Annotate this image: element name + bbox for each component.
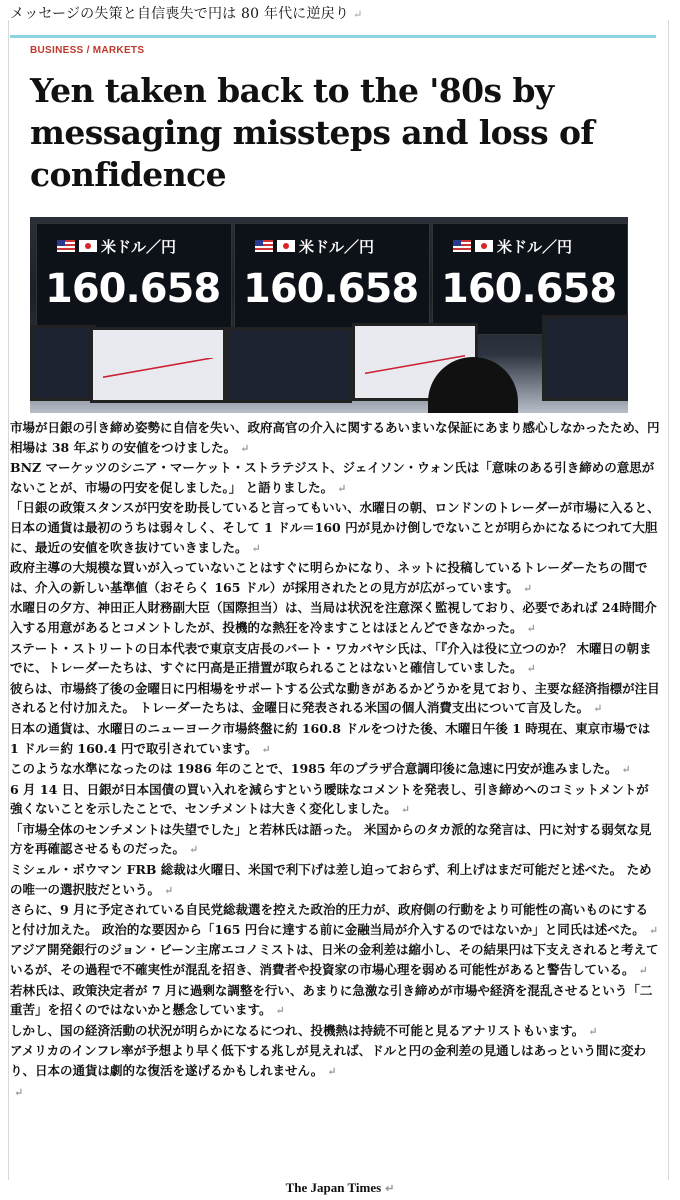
paragraph: 若林氏は、政策決定者が 7 月に過剰な調整を行い、あまりに急激な引き締めが市場や経済を混乱させるという「二重苦」を招くのではないかと懸念しています。 ↵ [10,982,653,1018]
paragraph: しかし、国の経済活動の状況が明らかになるにつれ、投機熱は持続不可能と見るアナリストもいます。 ↵ [10,1022,598,1038]
paragraph: 彼らは、市場終了後の金曜日に円相場をサポートする公式な動きがあるかどうかを見ており、主要な経済指標が注目されると付け加えた。 トレーダーたちは、金曜日に発表される米国の個人消費支出について言及した。 ↵ [10,680,660,716]
paragraph: 市場が日銀の引き締め姿勢に自信を失い、政府高官の介入に関するあいまいな保証にあまり感心しなかったため、円相場は 38 年ぶりの安値をつけました。 ↵ [10,420,660,455]
return-mark-icon: ↵ [251,541,261,555]
trading-monitor [542,315,628,401]
page-border-left [8,20,9,1180]
paragraph: ミシェル・ボウマン FRB 総裁は火曜日、米国で利下げは差し迫っておらず、利上げはまだ可能だと述べた。 ための唯一の選択肢だという。 ↵ [10,862,652,897]
trading-monitor [226,327,352,403]
trading-monitor [90,327,226,403]
return-mark-icon: ↵ [327,1065,337,1078]
source-name: The Japan Times [285,1180,382,1195]
paragraph: アジア開発銀行のジョン・ビーン主席エコノミストは、日米の金利差は縮小し、その結果円は下支えされると考えているが、その過程で不確実性が混乱を招き、消費者や投資家の市場心理を弱める可能性があると警告している。 ↵ [10,942,659,978]
trading-monitor [30,325,96,401]
return-mark-icon: ↵ [400,803,410,817]
paragraph: ステート・ストリートの日本代表で東京支店長のバート・ワカバヤシ氏は、｢『介入は役に立つのか？ 木曜日の朝までに、トレーダーたちは、すぐに円高是正措置が取られることはないと確信していました。 ↵ [10,640,652,676]
return-mark-icon: ↵ [353,8,363,21]
paragraph: このような水準になったのは 1986 年のことで、1985 年のプラザ合意調印後に急速に円安が進みました。 ↵ [10,761,631,777]
document-title-text: メッセージの失策と自信喪失で円は 80 年代に逆戻り [10,6,350,22]
return-mark-icon: ↵ [522,581,533,595]
us-japan-flags-icon [57,238,97,253]
exchange-rate: 160.658 [243,266,419,312]
paragraph: 「日銀の政策スタンスが円安を助長していると言ってもいい、水曜日の朝、ロンドンのトレーダーが市場に入ると、日本の通貨は最初のうちは弱々しく、そして 1 ドル＝160 円が見かけ倒しでないことが明らかになるにつれて大胆に、最近の安値を吹き抜けていきました。 ↵ [10,500,660,555]
paragraph: 政府主導の大規模な買いが入っていないことはすぐに明らかになり、ネットに投稿しているトレーダーたちの間では、介入の新しい基準値（おそらく 165 ドル）が採用されたとの見方が広がっています。 ↵ [10,560,648,595]
return-mark-icon: ↵ [526,621,536,635]
currency-pair: 米ドル／円 [101,238,177,256]
article-headline: Yen taken back to the '80s by messaging missteps and loss of confidence [30,71,594,194]
return-mark-icon: ↵ [240,441,250,455]
return-mark-icon: ↵ [385,1183,395,1195]
return-mark-icon: ↵ [621,763,631,777]
return-mark-icon: ↵ [275,1004,285,1018]
return-mark-icon: ↵ [164,883,174,897]
page-border-right [668,20,669,1180]
paragraph: 6 月 14 日、日銀が日本国債の買い入れを減らすという曖昧なコメントを発表し、引き締めへのコミットメントが強くないことを示したことで、センチメントは大きく変化しました。 ↵ [10,781,649,817]
rate-board [234,223,430,335]
paragraph: アメリカのインフレ率が予想より早く低下する兆しが見えれば、ドルと円の金利差の見通しはあっという間に変わり、日本の通貨は劇的な復活を遂げるかもしれません。 ↵ [10,1043,647,1078]
section-label: BUSINESS / MARKETS [30,45,145,56]
currency-pair: 米ドル／円 [497,238,573,256]
return-mark-icon: ↵ [588,1024,598,1038]
paragraph: 日本の通貨は、水曜日のニューヨーク市場終盤に約 160.8 ドルをつけた後、木曜日午後 1 時現在、東京市場では 1 ドル＝約 160.4 円で取引されています。 ↵ [10,720,651,756]
document-title [10,3,363,23]
exchange-rate: 160.658 [441,266,617,312]
article-body [10,418,660,1102]
paragraph: さらに、9 月に予定されている自民党総裁選を控えた政治的圧力が、政府側の行動をより可能性の高いものにすると付け加えた。 政治的な要因から「165 円台に達する前に金融当局が介入するのではないか」と同氏は述べた。 ↵ [10,902,659,937]
return-mark-icon: ↵ [593,702,603,716]
us-japan-flags-icon [453,238,493,253]
paragraph-end [10,1082,660,1103]
return-mark-icon: ↵ [638,964,648,978]
return-mark-icon: ↵ [337,481,347,495]
return-mark-icon: ↵ [189,843,199,857]
return-mark-icon: ↵ [526,662,536,676]
return-mark-icon: ↵ [261,742,271,756]
divider-rule [10,35,656,38]
currency-pair: 米ドル／円 [299,238,375,256]
paragraph: 水曜日の夕方、神田正人財務副大臣（国際担当）は、当局は状況を注意深く監視しており、必要であれば 24時間介入する用意があるとコメントしたが、投機的な熱狂を冷ますことはほとんどできなかった。 ↵ [10,600,657,635]
source-credit [0,1180,680,1196]
return-mark-icon: ↵ [14,1085,24,1099]
exchange-rate: 160.658 [45,266,221,312]
rate-board [36,223,232,335]
article-photo [30,217,628,413]
paragraph: 「市場全体のセンチメントは失望でした」と若林氏は語った。 米国からのタカ派的な発言は、円に対する弱気な見方を再確認させるものだった。 ↵ [10,821,652,857]
paragraph: BNZ マーケッツのシニア・マーケット・ストラテジスト、ジェイソン・ウォン氏は「意味のある引き締めの意思がないことが、市場の円安を促しました。」 と語りました。 ↵ [10,460,655,495]
return-mark-icon: ↵ [648,923,659,937]
us-japan-flags-icon [255,238,295,253]
